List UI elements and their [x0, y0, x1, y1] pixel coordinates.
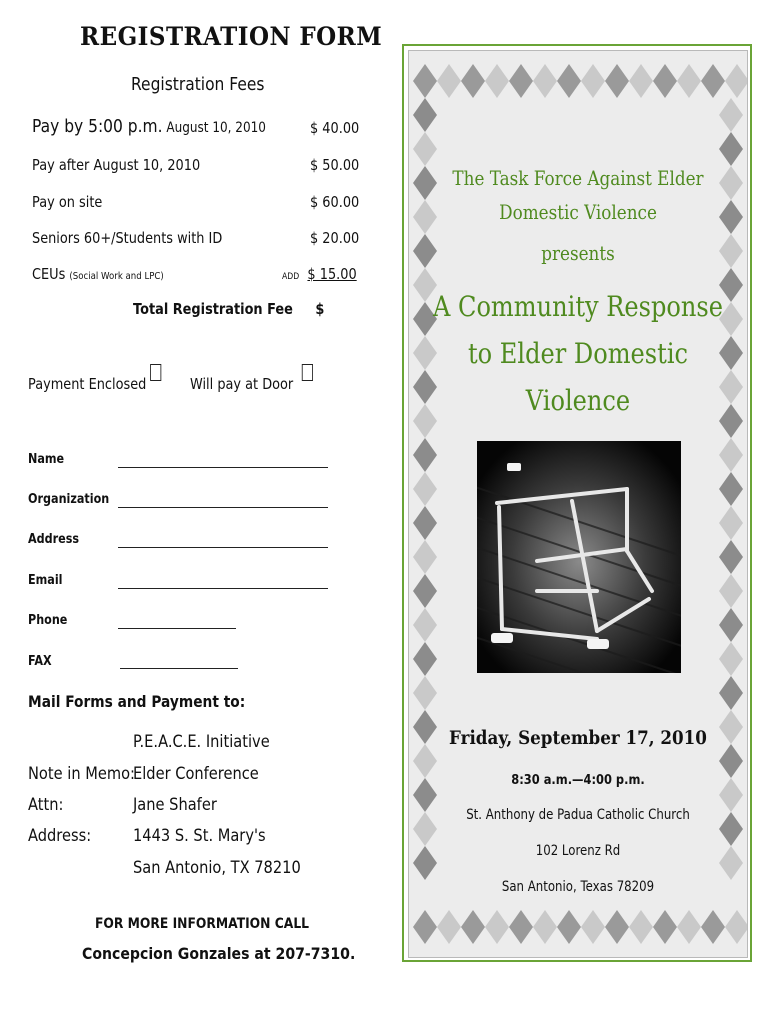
info-call-heading: FOR MORE INFORMATION CALL: [95, 916, 310, 932]
organization-field[interactable]: [118, 507, 328, 508]
memo-label: Note in Memo:: [28, 764, 135, 784]
phone-label: Phone: [28, 613, 68, 628]
mail-org: P.E.A.C.E. Initiative: [133, 732, 270, 752]
walker-photo: [477, 441, 681, 673]
email-label: Email: [28, 573, 63, 588]
fee-label-late: Pay after August 10, 2010: [32, 156, 201, 174]
fee-label-seniors: Seniors 60+/Students with ID: [32, 229, 223, 247]
event-headline: A Community Response to Elder Domestic Violence: [432, 290, 724, 417]
fee-amount-onsite: $ 60.00: [310, 193, 360, 211]
fees-heading: Registration Fees: [131, 74, 265, 95]
fee-label-ceus: CEUs (Social Work and LPC): [32, 265, 164, 283]
attn-label: Attn:: [28, 795, 64, 815]
info-contact: Concepcion Gonzales at 207-7310.: [82, 944, 356, 963]
event-date: Friday, September 17, 2010: [449, 727, 707, 749]
form-title: REGISTRATION FORM: [80, 22, 383, 51]
pay-at-door-checkbox[interactable]: [302, 364, 313, 381]
attn-value: Jane Shafer: [133, 795, 217, 815]
mail-address-label: Address:: [28, 826, 92, 846]
total-fee-row: Total Registration Fee $: [133, 300, 325, 318]
fee-amount-early: $ 40.00: [310, 119, 360, 137]
email-field[interactable]: [118, 588, 328, 589]
address-field[interactable]: [118, 547, 328, 548]
fax-label: FAX: [28, 654, 52, 669]
organization-label: Organization: [28, 492, 110, 507]
fee-amount-late: $ 50.00: [310, 156, 360, 174]
event-venue: St. Anthony de Padua Catholic Church: [466, 807, 690, 823]
mail-address-line2: San Antonio, TX 78210: [133, 858, 301, 878]
address-label: Address: [28, 532, 80, 547]
fee-amount-seniors: $ 20.00: [310, 229, 360, 247]
event-time: 8:30 a.m.—4:00 p.m.: [511, 773, 645, 788]
fee-amount-ceus: ADD $ 15.00: [282, 265, 357, 283]
payment-enclosed-checkbox[interactable]: [150, 364, 161, 381]
event-street: 102 Lorenz Rd: [535, 843, 621, 859]
fee-label-early: Pay by 5:00 p.m. August 10, 2010: [32, 116, 266, 137]
mail-heading: Mail Forms and Payment to:: [28, 692, 246, 711]
event-city: San Antonio, Texas 78209: [501, 879, 655, 895]
name-label: Name: [28, 452, 65, 467]
name-field[interactable]: [118, 467, 328, 468]
fee-label-onsite: Pay on site: [32, 193, 103, 211]
fax-field[interactable]: [120, 668, 238, 669]
brochure-panel: [402, 44, 752, 962]
phone-field[interactable]: [118, 628, 236, 629]
payment-enclosed-option[interactable]: Payment Enclosed: [28, 372, 161, 393]
memo-value: Elder Conference: [133, 764, 259, 784]
presents-text: presents: [541, 241, 615, 265]
pay-at-door-option[interactable]: Will pay at Door: [190, 372, 313, 393]
mail-address-line1: 1443 S. St. Mary's: [133, 826, 266, 846]
brochure-inner: [408, 50, 748, 958]
organizer-name: The Task Force Against Elder Domestic Violence: [452, 166, 704, 224]
